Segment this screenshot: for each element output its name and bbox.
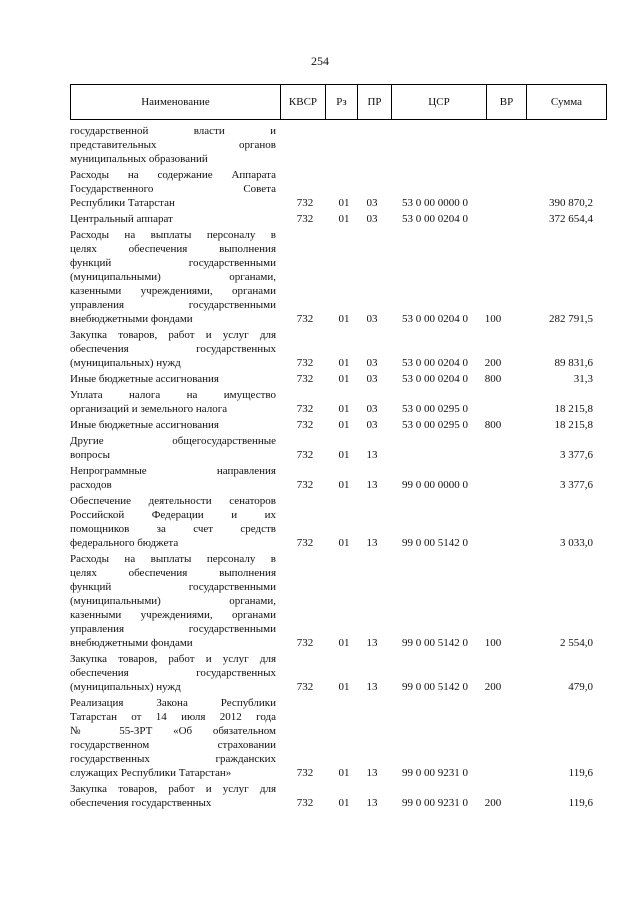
row-name-line: государственной власти и	[70, 125, 276, 137]
row-pr: 03	[366, 373, 378, 385]
row-name-line: функций государственными	[70, 257, 276, 269]
row-rz: 01	[338, 681, 350, 693]
row-name-line: Расходы на выплаты персоналу в	[70, 229, 276, 241]
row-name-line: Российской Федерации и их	[70, 509, 276, 521]
row-name	[70, 464, 276, 492]
row-name-line: функций государственными	[70, 581, 276, 593]
table-row	[70, 228, 607, 326]
row-sum: 390 870,2	[549, 197, 593, 209]
table-row	[70, 696, 607, 780]
row-csr: 53 0 00 0204 0	[402, 213, 468, 225]
row-csr: 53 0 00 0295 0	[402, 403, 468, 415]
row-name-line: внебюджетными фондами	[70, 637, 193, 649]
row-name-line: (муниципальных) нужд	[70, 357, 181, 369]
row-name-line: Закупка товаров, работ и услуг для	[70, 783, 276, 795]
row-pr: 13	[366, 681, 378, 693]
row-sum: 89 831,6	[554, 357, 593, 369]
row-rz: 01	[338, 313, 350, 325]
header-csr: ЦСР	[392, 85, 487, 119]
table-row	[70, 124, 607, 166]
row-sum: 18 215,8	[554, 419, 593, 431]
row-name-line: Уплата налога на имущество	[70, 389, 276, 401]
table-row	[70, 782, 607, 810]
row-name	[70, 418, 276, 432]
row-name-line: Другие общегосударственные	[70, 435, 276, 447]
row-sum: 372 654,4	[549, 213, 593, 225]
row-name-line: обеспечения государственных	[70, 797, 212, 809]
row-csr: 99 0 00 0000 0	[402, 479, 468, 491]
row-rz: 01	[338, 797, 350, 809]
row-name-line: Реализация Закона Республики	[70, 697, 276, 709]
row-rz: 01	[338, 197, 350, 209]
table-row	[70, 552, 607, 650]
row-rz: 01	[338, 449, 350, 461]
row-kvsr: 732	[296, 449, 314, 461]
row-csr: 99 0 00 5142 0	[402, 681, 468, 693]
header-kvsr: КВСР	[281, 85, 326, 119]
row-name-line: помощников за счет средств	[70, 523, 276, 535]
row-name-line: казенными учреждениями, органами	[70, 285, 276, 297]
row-kvsr: 732	[296, 537, 314, 549]
row-name-line: Закупка товаров, работ и услуг для	[70, 653, 276, 665]
row-csr: 53 0 00 0204 0	[402, 373, 468, 385]
row-vr: 200	[484, 681, 502, 693]
row-kvsr: 732	[296, 313, 314, 325]
row-vr: 800	[484, 419, 502, 431]
row-name-line: (муниципальными) органами,	[70, 595, 276, 607]
row-vr: 200	[484, 797, 502, 809]
row-name-line: государственных гражданских	[70, 753, 276, 765]
row-name-line: расходов	[70, 479, 112, 491]
row-name	[70, 228, 276, 326]
page-number: 254	[311, 54, 329, 68]
table-row	[70, 328, 607, 370]
row-pr: 03	[366, 419, 378, 431]
row-sum: 3 033,0	[560, 537, 593, 549]
row-name	[70, 372, 276, 386]
row-name-line: целях обеспечения выполнения	[70, 243, 276, 255]
row-name-line: (муниципальных) нужд	[70, 681, 181, 693]
row-name-line: государственном страховании	[70, 739, 276, 751]
row-sum: 18 215,8	[554, 403, 593, 415]
row-name	[70, 652, 276, 694]
row-rz: 01	[338, 403, 350, 415]
row-name-line: управления государственными	[70, 299, 276, 311]
row-pr: 03	[366, 313, 378, 325]
row-rz: 01	[338, 479, 350, 491]
row-name-line: (муниципальными) органами,	[70, 271, 276, 283]
row-csr: 99 0 00 9231 0	[402, 797, 468, 809]
row-sum: 119,6	[568, 797, 593, 809]
row-name-line: внебюджетными фондами	[70, 313, 193, 325]
row-name	[70, 328, 276, 370]
row-sum: 2 554,0	[560, 637, 593, 649]
row-pr: 13	[366, 449, 378, 461]
row-name	[70, 388, 276, 416]
row-csr: 99 0 00 9231 0	[402, 767, 468, 779]
row-sum: 479,0	[568, 681, 593, 693]
row-sum: 31,3	[573, 373, 593, 385]
table-row	[70, 652, 607, 694]
row-pr: 13	[366, 797, 378, 809]
row-vr: 200	[484, 357, 502, 369]
table-row	[70, 388, 607, 416]
row-rz: 01	[338, 373, 350, 385]
row-kvsr: 732	[296, 479, 314, 491]
row-name	[70, 552, 276, 650]
row-name-line: обеспечения государственных	[70, 667, 276, 679]
row-name	[70, 434, 276, 462]
row-name-line: Расходы на выплаты персоналу в	[70, 553, 276, 565]
row-kvsr: 732	[296, 373, 314, 385]
row-name-line: Непрограммные направления	[70, 465, 276, 477]
table-row	[70, 418, 607, 432]
row-name-line: Татарстан от 14 июля 2012 года	[70, 711, 276, 723]
row-rz: 01	[338, 637, 350, 649]
header-sum: Сумма	[550, 96, 583, 108]
row-name	[70, 494, 276, 550]
row-kvsr: 732	[296, 197, 314, 209]
row-pr: 13	[366, 479, 378, 491]
row-name-line: казенными учреждениями, органами	[70, 609, 276, 621]
row-csr: 53 0 00 0295 0	[402, 419, 468, 431]
table-row	[70, 372, 607, 386]
row-kvsr: 732	[296, 797, 314, 809]
row-name-line: обеспечения государственных	[70, 343, 276, 355]
table-body	[70, 124, 607, 812]
row-name-line: Государственного Совета	[70, 183, 276, 195]
row-rz: 01	[338, 213, 350, 225]
row-name-line: Обеспечение деятельности сенаторов	[70, 495, 276, 507]
row-pr: 13	[366, 537, 378, 549]
row-kvsr: 732	[296, 213, 314, 225]
row-name-line: муниципальных образований	[70, 153, 208, 165]
row-kvsr: 732	[296, 637, 314, 649]
row-sum: 3 377,6	[560, 449, 593, 461]
row-kvsr: 732	[296, 357, 314, 369]
row-sum: 119,6	[568, 767, 593, 779]
row-csr: 53 0 00 0204 0	[402, 313, 468, 325]
header-rz: Рз	[326, 85, 358, 119]
row-name-line: представительных органов	[70, 139, 276, 151]
table-row	[70, 434, 607, 462]
table-row	[70, 212, 607, 226]
row-kvsr: 732	[296, 767, 314, 779]
row-kvsr: 732	[296, 681, 314, 693]
row-vr: 800	[484, 373, 502, 385]
row-rz: 01	[338, 419, 350, 431]
row-kvsr: 732	[296, 403, 314, 415]
row-kvsr: 732	[296, 419, 314, 431]
header-vr: ВР	[487, 85, 527, 119]
row-name-line: Иные бюджетные ассигнования	[70, 419, 219, 431]
row-name-line: Республики Татарстан	[70, 197, 175, 209]
table-row	[70, 464, 607, 492]
row-name-line: служащих Республики Татарстан»	[70, 767, 232, 779]
row-pr: 13	[366, 637, 378, 649]
table-header	[70, 84, 607, 120]
row-sum: 3 377,6	[560, 479, 593, 491]
row-vr: 100	[484, 637, 502, 649]
row-name	[70, 696, 276, 780]
row-csr: 99 0 00 5142 0	[402, 637, 468, 649]
row-csr: 53 0 00 0000 0	[402, 197, 468, 209]
row-name	[70, 782, 276, 810]
row-csr: 99 0 00 5142 0	[402, 537, 468, 549]
row-name-line: № 55-ЗРТ «Об обязательном	[70, 725, 276, 737]
header-pr: ПР	[358, 85, 392, 119]
row-name-line: Центральный аппарат	[70, 213, 173, 225]
row-rz: 01	[338, 537, 350, 549]
row-rz: 01	[338, 357, 350, 369]
row-csr: 53 0 00 0204 0	[402, 357, 468, 369]
row-pr: 03	[366, 357, 378, 369]
row-name-line: Расходы на содержание Аппарата	[70, 169, 276, 181]
row-pr: 03	[366, 197, 378, 209]
row-name-line: вопросы	[70, 449, 111, 461]
row-name	[70, 212, 276, 226]
row-vr: 100	[484, 313, 502, 325]
row-pr: 03	[366, 403, 378, 415]
row-pr: 13	[366, 767, 378, 779]
row-name-line: федерального бюджета	[70, 537, 179, 549]
row-name-line: управления государственными	[70, 623, 276, 635]
row-name-line: целях обеспечения выполнения	[70, 567, 276, 579]
row-rz: 01	[338, 767, 350, 779]
row-name	[70, 124, 276, 166]
row-name-line: организаций и земельного налога	[70, 403, 228, 415]
table-row	[70, 168, 607, 210]
table-row	[70, 494, 607, 550]
row-name-line: Закупка товаров, работ и услуг для	[70, 329, 276, 341]
header-name: Наименование	[71, 85, 281, 119]
row-name	[70, 168, 276, 210]
row-sum: 282 791,5	[549, 313, 593, 325]
row-pr: 03	[366, 213, 378, 225]
row-name-line: Иные бюджетные ассигнования	[70, 373, 219, 385]
